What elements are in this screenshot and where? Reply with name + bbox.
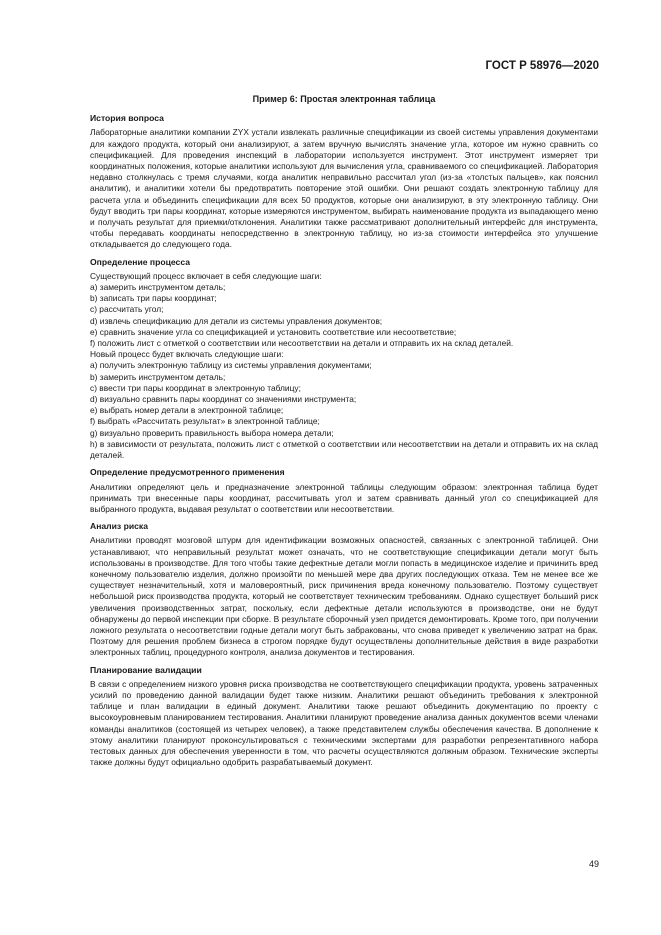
new-process-step: e) выбрать номер детали в электронной таблице; bbox=[90, 405, 284, 416]
page-content bbox=[90, 94, 598, 768]
process-step: с) рассчитать угол; bbox=[90, 304, 164, 315]
new-process-step: b) замерить инструментом деталь; bbox=[90, 371, 226, 382]
process-heading: Определение процесса bbox=[90, 256, 190, 267]
page-number: 49 bbox=[588, 859, 599, 869]
history-heading: История вопроса bbox=[90, 113, 164, 124]
new-process-step: d) визуально сравнить пары координат со значениями инструмента; bbox=[90, 394, 357, 405]
standard-number: ГОСТ Р 58976—2020 bbox=[485, 60, 599, 72]
history-text: Лабораторные аналитики компании ZYX устали извлекать различные спецификации из своей системы управления документами для каждого продукта, который они анализируют, а затем вручную вычислять значение угла, которое им нужно сравнить со спецификацией. Для проведения инспекций в лаборатории используется инструмент. Этот инструмент измеряет три координатных положения, которые аналитики используют для вычисления угла, сравниваемого со спецификацией. Лаборатория недавно столкнулась с тремя случаями, когда аналитик неправильно рассчитал угол (из-за «толстых пальцев», как пояснил аналитик), и аналитики хотели бы предотвратить повторение этой ошибки. Они решают создать электронную таблицу для расчета угла и объединить спецификации для всех 50 продуктов, которые они анализируют, в эту электронную таблицу. Они будут вводить три пары координат, которые измеряются инструментом, выбирать наименование продукта из выпадающего меню и получать результат для приемки/отклонения. Аналитики также рассматривают дополнительный интерфейс для инструмента, чтобы передавать координаты непосредственно в электронную таблицу, но из-за стоимости интерфейса это улучшение откладывается до следующего года. bbox=[90, 127, 598, 250]
validation-text: В связи с определением низкого уровня риска производства не соответствующего спецификации продукта, уровень затраченных усилий по проведению данной валидации будет также низким. Аналитики решают объединить требования к электронной таблице и план валидации в единый документ. Аналитики также решают объединить документацию по проекту с высокоуровневым планированием тестирования. Аналитики планируют проведение анализа данных документов всеми членами команды аналитиков (состоящей из четырех человек), а также представителем службы обеспечения качества. В дополнение к этому аналитики планируют проконсультироваться с техническими экспертами для разработки репрезентативного набора тестовых данных для обеспечения уверенности в том, что расчеты осуществляются должным образом. Технические эксперты также должны будут официально одобрить разрабатываемый документ. bbox=[90, 678, 598, 768]
process-step: f) положить лист с отметкой о соответствии или несоответствии на детали и отправить их на склад деталей. bbox=[90, 338, 514, 349]
risk-text: Аналитики проводят мозговой штурм для идентификации возможных опасностей, связанных с электронной таблицей. Они устанавливают, что неправильный результат может означать, что не соответствующие спецификации детали могут быть использованы в производстве. Для того чтобы такие дефектные детали могли попасть в медицинское изделие и причинить вред конечному пользователю изделия, должно произойти по меньшей мере два других последующих отказа. Тем не менее все же существует незначительный, хотя и маловероятный, риск причинения вреда конечному пользователю. Поэтому существует небольшой риск производства продукта, который не соответствует техническим требованиям. Однако существует больший риск увеличения производственных затрат, поскольку, если дефектные детали используются в производстве, они не будут обнаружены до первой инспекции при сборке. В результате сборочный узел придется демонтировать. Кроме того, при получении ложного результата о несоответствии годные детали могут быть забракованы, что снова приведет к увеличению затрат на брак. Поэтому для решения проблем бизнеса в строгом порядке будут осуществлены дополнительные действия в виде разработки электронных таблиц, процедурного контроля, анализа документов и тестирования. bbox=[90, 535, 598, 658]
new-process-step: g) визуально проверить правильность выбора номера детали; bbox=[90, 427, 334, 438]
validation-heading: Планирование валидации bbox=[90, 664, 202, 675]
process-step: e) сравнить значение угла со спецификацией и установить соответствие или несоответствие; bbox=[90, 326, 457, 337]
new-process-step: а) получить электронную таблицу из системы управления документами; bbox=[90, 360, 372, 371]
process-step: d) извлечь спецификацию для детали из системы управления документов; bbox=[90, 315, 383, 326]
new-process-step: f) выбрать «Рассчитать результат» в электронной таблице; bbox=[90, 416, 320, 427]
new-process-step: с) ввести три пары координат в электронную таблицу; bbox=[90, 382, 301, 393]
risk-heading: Анализ риска bbox=[90, 521, 148, 532]
new-process-step: h) в зависимости от результата, положить лист с отметкой о соответствии или несоответствии на детали и отправить их на склад деталей. bbox=[90, 438, 598, 461]
process-step: а) замерить инструментом деталь; bbox=[90, 282, 226, 293]
intended-use-heading: Определение предусмотренного применения bbox=[90, 467, 285, 478]
example-title: Пример 6: Простая электронная таблица bbox=[252, 94, 436, 104]
process-step: b) записать три пары координат; bbox=[90, 293, 217, 304]
new-process-intro: Новый процесс будет включать следующие шаги: bbox=[90, 349, 284, 360]
process-intro: Существующий процесс включает в себя следующие шаги: bbox=[90, 270, 322, 281]
intended-use-text: Аналитики определяют цель и предназначение электронной таблицы следующим образом: электронная таблица будет принимать три внесенные пары координат, рассчитывать угол и затем сравнивать данный угол со спецификацией для выбранного продукта, выдавая результат о соответствии или несоответствии. bbox=[90, 481, 598, 514]
